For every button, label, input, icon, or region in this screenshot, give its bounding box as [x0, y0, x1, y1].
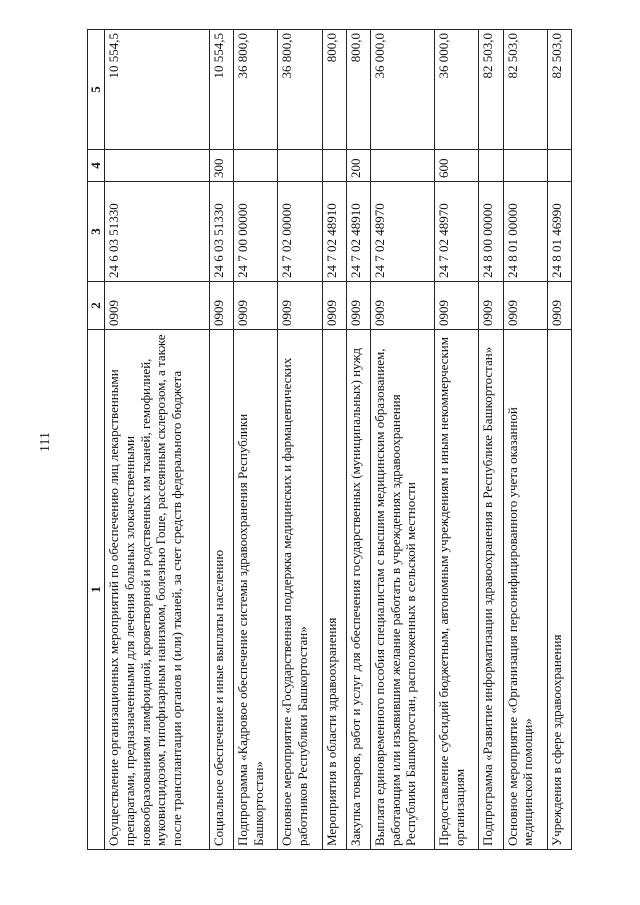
- column-header-section: 2: [88, 282, 105, 330]
- column-header-amount: 5: [88, 30, 105, 150]
- row-section: 0909: [547, 282, 571, 330]
- row-amount: 800,0: [346, 30, 370, 150]
- row-target: 24 6 03 51330: [104, 182, 209, 282]
- row-target: 24 6 03 51330: [209, 182, 233, 282]
- row-target: 24 7 02 48910: [346, 182, 370, 282]
- row-name: Мероприятия в области здравоохранения: [322, 330, 346, 850]
- row-type: [104, 150, 209, 182]
- row-target: 24 7 02 48970: [435, 182, 479, 282]
- row-section: 0909: [479, 282, 503, 330]
- table-row: [479, 30, 503, 850]
- row-section: 0909: [233, 282, 277, 330]
- row-amount: 10 554,5: [104, 30, 209, 150]
- row-target: 24 7 02 48970: [370, 182, 435, 282]
- table-row: [435, 30, 479, 850]
- row-section: 0909: [435, 282, 479, 330]
- column-header-name: 1: [88, 330, 105, 850]
- row-section: 0909: [322, 282, 346, 330]
- table-row: [503, 30, 547, 850]
- header-row: [88, 30, 105, 850]
- table-row: [346, 30, 370, 850]
- row-type: 200: [346, 150, 370, 182]
- column-header-type: 4: [88, 150, 105, 182]
- table-row: [547, 30, 571, 850]
- row-amount: 10 554,5: [209, 30, 233, 150]
- table-row: [370, 30, 435, 850]
- row-type: [322, 150, 346, 182]
- row-type: [370, 150, 435, 182]
- row-section: 0909: [346, 282, 370, 330]
- budget-table: [87, 29, 572, 850]
- row-name: Основное мероприятие «Государственная поддержка медицинских и фармацевтических работников Республики Башкортостан»: [278, 330, 322, 850]
- row-section: 0909: [209, 282, 233, 330]
- row-name: Подпрограмма «Кадровое обеспечение системы здравоохранения Республики Башкортостан»: [233, 330, 277, 850]
- table-row: [233, 30, 277, 850]
- row-section: 0909: [370, 282, 435, 330]
- row-amount: 800,0: [322, 30, 346, 150]
- row-section: 0909: [503, 282, 547, 330]
- row-type: [278, 150, 322, 182]
- row-target: 24 8 00 00000: [479, 182, 503, 282]
- row-type: 600: [435, 150, 479, 182]
- row-name: Выплата единовременного пособия специалистам с высшим медицинским образованием, работающим или изъявившим желание работать в учреждениях здравоохранения Республики Башкортостан, расположенных в сельской местности: [370, 330, 435, 850]
- column-header-target: 3: [88, 182, 105, 282]
- row-target: 24 8 01 46990: [547, 182, 571, 282]
- row-section: 0909: [278, 282, 322, 330]
- row-type: [547, 150, 571, 182]
- table-row: [278, 30, 322, 850]
- row-amount: 82 503,0: [479, 30, 503, 150]
- table-row: [322, 30, 346, 850]
- row-target: 24 7 00 00000: [233, 182, 277, 282]
- table-row: [209, 30, 233, 850]
- row-name: Подпрограмма «Развитие информатизации здравоохранения в Республике Башкортостан»: [479, 330, 503, 850]
- row-name: Закупка товаров, работ и услуг для обеспечения государственных (муниципальных) нужд: [346, 330, 370, 850]
- row-name: Учреждения в сфере здравоохранения: [547, 330, 571, 850]
- table-row: [104, 30, 209, 850]
- row-amount: 36 800,0: [278, 30, 322, 150]
- row-target: 24 8 01 00000: [503, 182, 547, 282]
- row-section: 0909: [104, 282, 209, 330]
- row-name: Предоставление субсидий бюджетным, автономным учреждениям и иным некоммерческим организациям: [435, 330, 479, 850]
- row-name: Осуществление организационных мероприятий по обеспечению лиц лекарственными препаратами, предназначенными для лечения больных злокачественными новообразованиями лимфоидной, кроветворной и родственных им тканей, гемофилией, муковисцидозом, гипофизарным нанизмом, болезнью Гоше, рассеянным склерозом, а также после трансплантации органов и (или) тканей, за счет средств федерального бюджета: [104, 330, 209, 850]
- row-amount: 36 800,0: [233, 30, 277, 150]
- row-type: [233, 150, 277, 182]
- row-target: 24 7 02 48910: [322, 182, 346, 282]
- row-target: 24 7 02 00000: [278, 182, 322, 282]
- row-name: Основное мероприятие «Организация персонифицированного учета оказанной медицинской помощи»: [503, 330, 547, 850]
- row-amount: 36 000,0: [435, 30, 479, 150]
- table-rotation-frame: [87, 30, 572, 850]
- row-type: 300: [209, 150, 233, 182]
- row-type: [503, 150, 547, 182]
- row-name: Социальное обеспечение и иные выплаты населению: [209, 330, 233, 850]
- row-type: [479, 150, 503, 182]
- row-amount: 82 503,0: [503, 30, 547, 150]
- row-amount: 82 503,0: [547, 30, 571, 150]
- row-amount: 36 000,0: [370, 30, 435, 150]
- page-number: 111: [38, 432, 53, 452]
